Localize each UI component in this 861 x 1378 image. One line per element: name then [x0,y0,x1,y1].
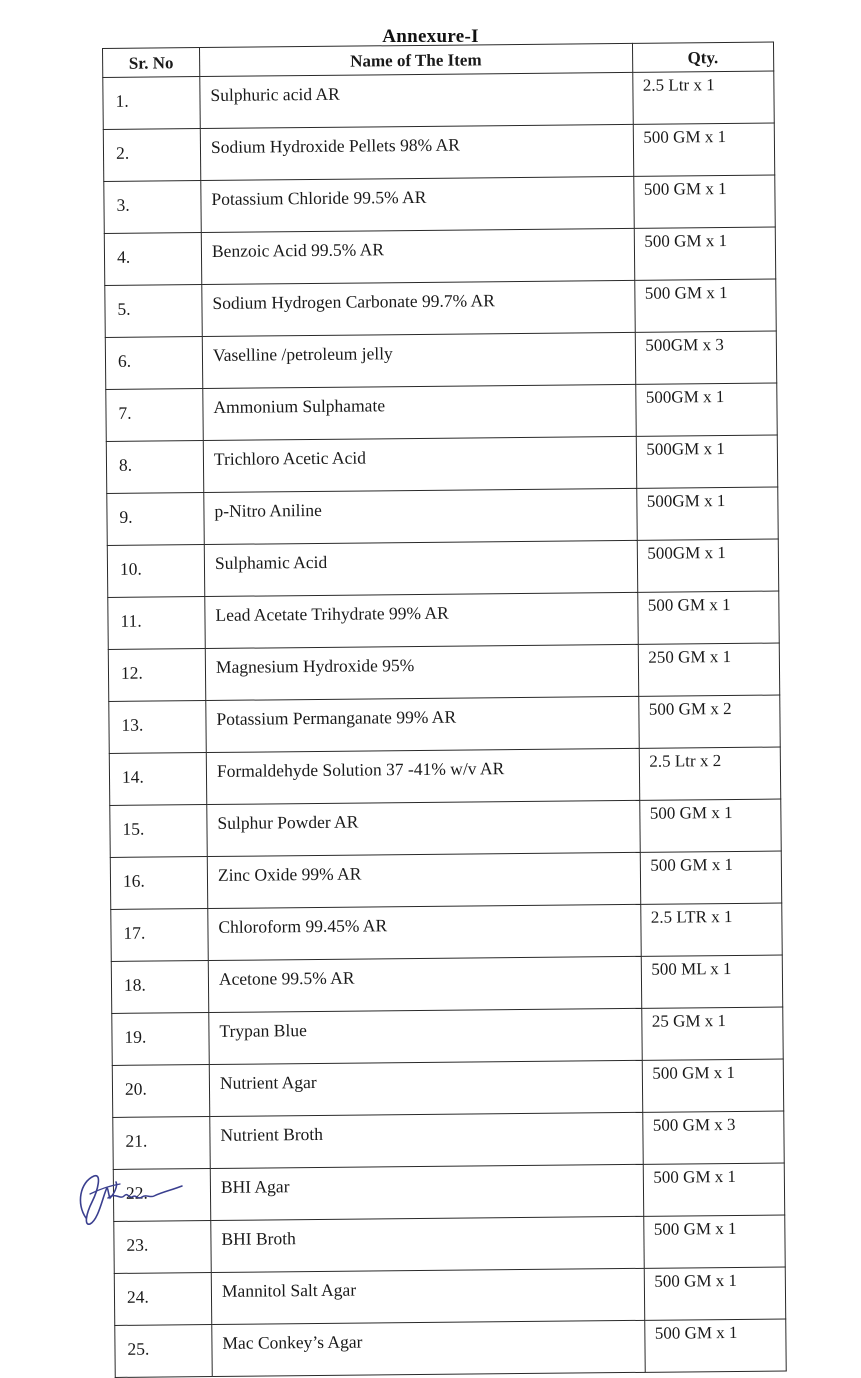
row-item-name: p-Nitro Aniline [204,488,637,544]
table-row [107,539,778,597]
row-sr-no: 5. [105,285,202,338]
table-row [106,435,777,493]
row-qty: 2.5 Ltr x 2 [639,747,781,800]
row-item-name: Sulphur Powder AR [207,800,640,856]
row-qty: 2.5 LTR x 1 [640,903,782,956]
row-sr-no: 11. [108,597,205,650]
table-row [114,1215,785,1273]
table-row [106,383,777,441]
table-row [105,331,776,389]
row-qty: 500 GM x 1 [637,591,779,644]
row-sr-no: 9. [107,493,204,546]
row-qty: 500GM x 1 [636,487,778,540]
row-sr-no: 25. [115,1325,212,1378]
row-qty: 500 GM x 1 [644,1319,786,1372]
row-qty: 500GM x 1 [637,539,779,592]
row-qty: 500 GM x 2 [638,695,780,748]
row-item-name: Vaselline /petroleum jelly [202,332,635,388]
items-table [102,42,787,1378]
row-sr-no: 12. [108,649,205,702]
table-row [105,279,776,337]
row-sr-no: 17. [111,909,208,962]
row-item-name: Potassium Chloride 99.5% AR [201,176,634,232]
row-sr-no: 22. [113,1169,210,1222]
row-qty: 25 GM x 1 [641,1007,783,1060]
table-row [108,591,779,649]
table-row [113,1163,784,1221]
row-sr-no: 3. [104,181,201,234]
row-item-name: Formaldehyde Solution 37 -41% w/v AR [206,748,639,804]
table-row [110,799,781,857]
table-row [103,71,774,129]
row-qty: 500 ML x 1 [641,955,783,1008]
row-item-name: Mannitol Salt Agar [211,1268,644,1324]
table-row [103,123,774,181]
row-sr-no: 21. [113,1117,210,1170]
table-row [115,1319,786,1377]
row-qty: 500 GM x 3 [642,1111,784,1164]
row-qty: 250 GM x 1 [638,643,780,696]
row-item-name: Mac Conkey’s Agar [212,1320,645,1376]
row-item-name: Lead Acetate Trihydrate 99% AR [205,592,638,648]
row-item-name: Nutrient Broth [210,1112,643,1168]
row-item-name: BHI Broth [211,1216,644,1272]
document-title: Annexure-I [382,26,479,47]
row-item-name: Acetone 99.5% AR [208,956,641,1012]
signature-icon [68,1164,188,1236]
row-sr-no: 24. [114,1273,211,1326]
row-sr-no: 15. [110,805,207,858]
table-row [107,487,778,545]
row-item-name: Sulphuric acid AR [200,72,633,128]
row-sr-no: 4. [104,233,201,286]
row-sr-no: 7. [106,389,203,442]
row-item-name: Sulphamic Acid [204,540,637,596]
row-sr-no: 23. [114,1221,211,1274]
row-sr-no: 1. [103,77,200,130]
row-qty: 500GM x 1 [636,435,778,488]
row-sr-no: 6. [105,337,202,390]
row-item-name: Chloroform 99.45% AR [208,904,641,960]
row-qty: 500GM x 3 [635,331,777,384]
header-sr-no: Sr. No [103,48,200,78]
row-sr-no: 13. [109,701,206,754]
row-qty: 500 GM x 1 [634,227,776,280]
row-item-name: BHI Agar [210,1164,643,1220]
table-row [108,643,779,701]
row-item-name: Benzoic Acid 99.5% AR [201,228,634,284]
row-sr-no: 18. [111,961,208,1014]
table-row [112,1059,783,1117]
row-qty: 500 GM x 1 [639,799,781,852]
row-qty: 500 GM x 1 [644,1267,786,1320]
row-sr-no: 16. [110,857,207,910]
table-row [112,1007,783,1065]
row-item-name: Sodium Hydroxide Pellets 98% AR [200,124,633,180]
row-sr-no: 20. [112,1065,209,1118]
row-item-name: Potassium Permanganate 99% AR [206,696,639,752]
row-qty: 500 GM x 1 [642,1059,784,1112]
row-item-name: Ammonium Sulphamate [203,384,636,440]
row-item-name: Zinc Oxide 99% AR [207,852,640,908]
row-qty: 500 GM x 1 [640,851,782,904]
row-qty: 500 GM x 1 [633,175,775,228]
table-row [111,903,782,961]
row-item-name: Trypan Blue [209,1008,642,1064]
row-qty: 500 GM x 1 [643,1163,785,1216]
row-item-name: Magnesium Hydroxide 95% [205,644,638,700]
header-qty: Qty. [632,42,774,72]
row-sr-no: 8. [106,441,203,494]
row-sr-no: 2. [103,129,200,182]
row-sr-no: 19. [112,1013,209,1066]
row-qty: 500GM x 1 [635,383,777,436]
row-qty: 500 GM x 1 [633,123,775,176]
table-row [109,747,780,805]
table-row [113,1111,784,1169]
table-body [103,71,786,1377]
table-row [114,1267,785,1325]
table-row [110,851,781,909]
header-item-name: Name of The Item [200,43,633,76]
row-item-name: Sodium Hydrogen Carbonate 99.7% AR [202,280,635,336]
row-qty: 2.5 Ltr x 1 [632,71,774,124]
row-sr-no: 10. [107,545,204,598]
row-sr-no: 14. [109,753,206,806]
row-qty: 500 GM x 1 [643,1215,785,1268]
row-item-name: Nutrient Agar [209,1060,642,1116]
table-row [111,955,782,1013]
row-qty: 500 GM x 1 [634,279,776,332]
table-row [104,227,775,285]
row-item-name: Trichloro Acetic Acid [203,436,636,492]
table-row [104,175,775,233]
table-row [109,695,780,753]
